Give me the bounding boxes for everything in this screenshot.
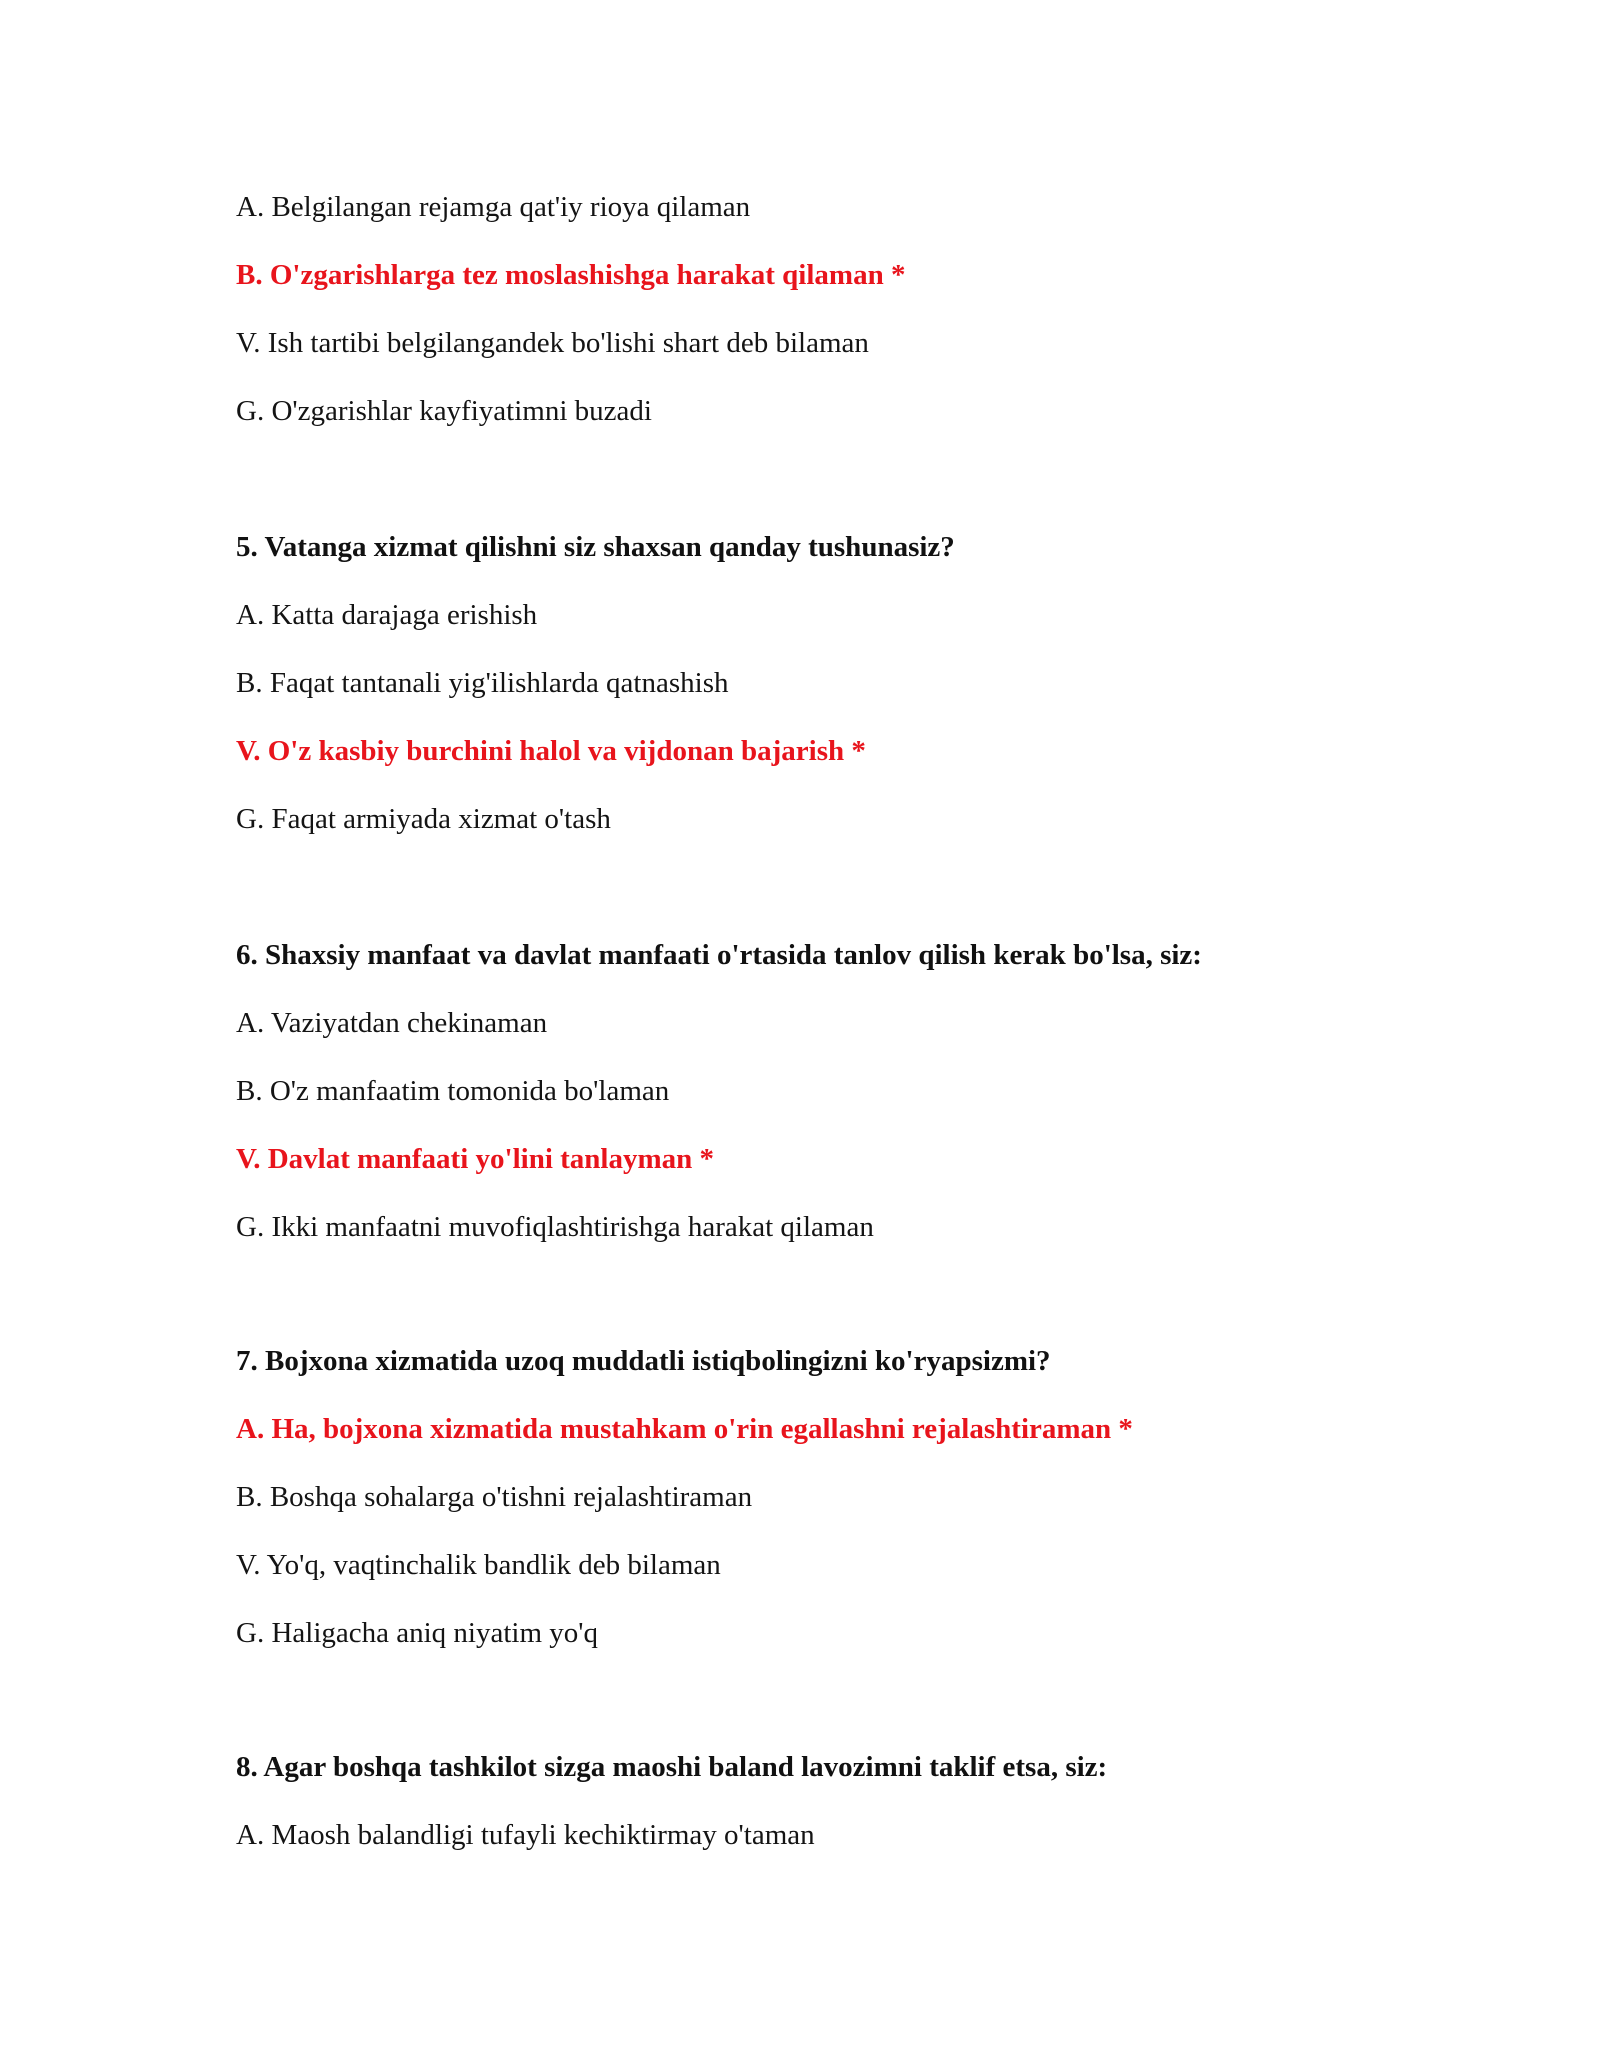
answer-option: G. O'zgarishlar kayfiyatimni buzadi [236,395,652,427]
question-heading: 6. Shaxsiy manfaat va davlat manfaati o'rtasida tanlov qilish kerak bo'lsa, siz: [236,939,1202,971]
answer-option: B. Faqat tantanali yig'ilishlarda qatnashish [236,667,729,699]
answer-option-correct: V. Davlat manfaati yo'lini tanlayman * [236,1143,715,1175]
answer-option: A. Katta darajaga erishish [236,599,538,631]
answer-option: V. Yo'q, vaqtinchalik bandlik deb bilaman [236,1549,721,1581]
answer-option: G. Faqat armiyada xizmat o'tash [236,803,611,835]
answer-option-correct: A. Ha, bojxona xizmatida mustahkam o'rin egallashni rejalashtiraman * [236,1413,1133,1445]
answer-option: G. Haligacha aniq niyatim yo'q [236,1617,598,1649]
answer-option: A. Belgilangan rejamga qat'iy rioya qilaman [236,191,751,223]
answer-option: V. Ish tartibi belgilangandek bo'lishi shart deb bilaman [236,327,869,359]
answer-option-correct: B. O'zgarishlarga tez moslashishga harakat qilaman * [236,259,906,291]
question-heading: 8. Agar boshqa tashkilot sizga maoshi baland lavozimni taklif etsa, siz: [236,1751,1108,1783]
question-heading: 5. Vatanga xizmat qilishni siz shaxsan qanday tushunasiz? [236,531,955,563]
answer-option: A. Vaziyatdan chekinaman [236,1007,548,1039]
question-heading: 7. Bojxona xizmatida uzoq muddatli istiqbolingizni ko'ryapsizmi? [236,1345,1051,1377]
answer-option: B. Boshqa sohalarga o'tishni rejalashtiraman [236,1481,753,1513]
answer-option-correct: V. O'z kasbiy burchini halol va vijdonan bajarish * [236,735,866,767]
answer-option: A. Maosh balandligi tufayli kechiktirmay o'taman [236,1819,815,1851]
answer-option: B. O'z manfaatim tomonida bo'laman [236,1075,670,1107]
answer-option: G. Ikki manfaatni muvofiqlashtirishga harakat qilaman [236,1211,874,1243]
